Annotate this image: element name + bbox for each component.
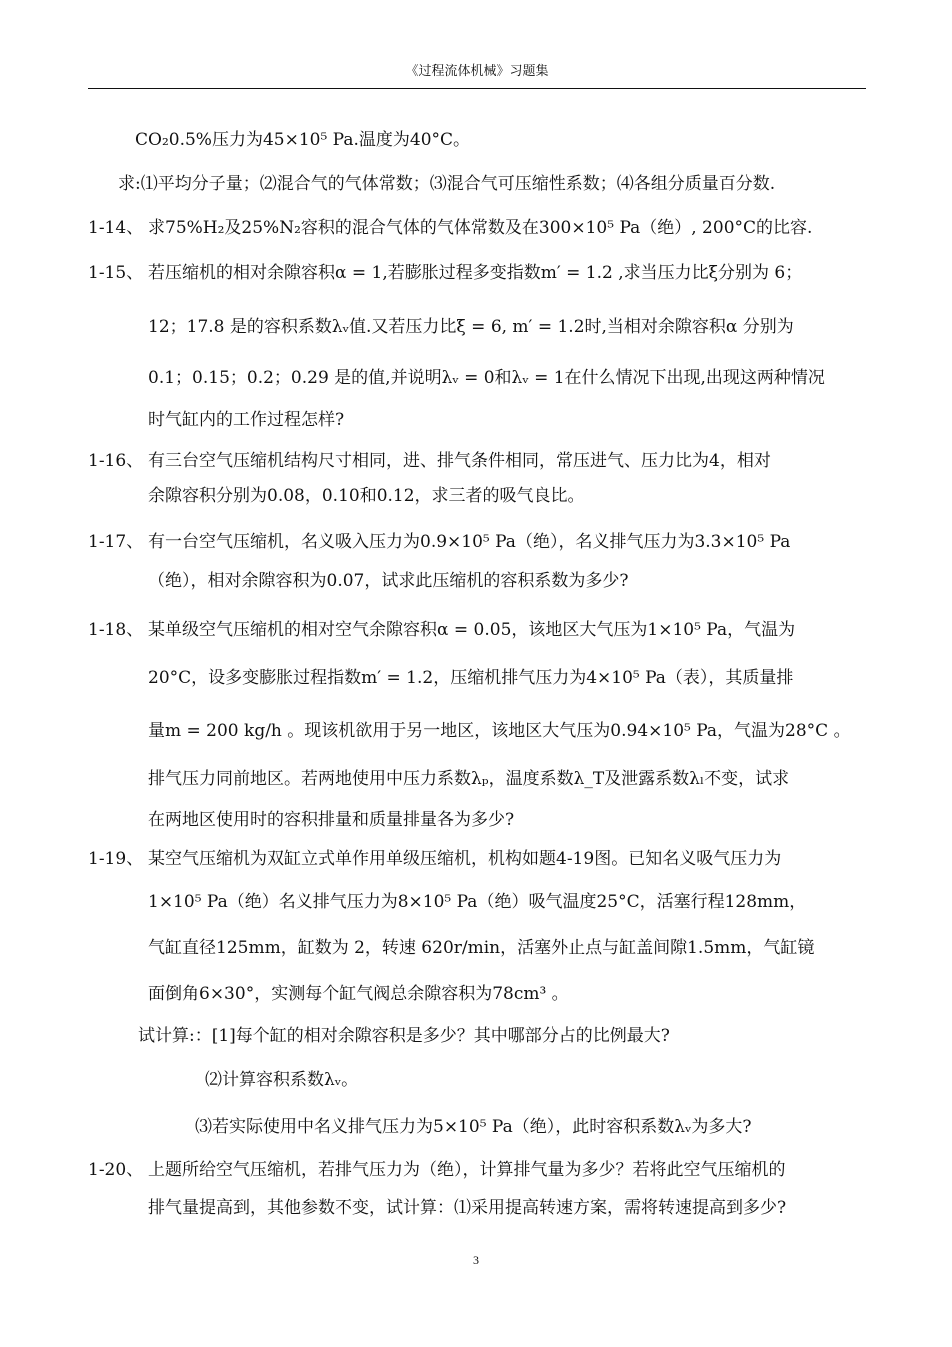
problem-1-18-line: 排气压力同前地区。若两地使用中压力系数λₚ，温度系数λ_T及泄露系数λₗ不变，试求 [148,769,790,789]
problem-1-19-line: 1×10⁵ Pa（绝）名义排气压力为8×10⁵ Pa（绝）吸气温度25°C，活塞行程128mm， [148,892,807,912]
problem-1-15-line: 若压缩机的相对余隙容积α = 1,若膨胀过程多变指数m′ = 1.2 ,求当压力比ξ分别为 6； [148,263,803,283]
problem-1-19-line: 气缸直径125mm，缸数为 2，转速 620r/min，活塞外止点与缸盖间隙1.5mm，气缸镜 [148,938,815,958]
header-rule [88,88,866,89]
problem-number-1-16: 1-16、 [88,451,144,471]
problem-number-1-18: 1-18、 [88,620,144,640]
problem-1-20-line: 上题所给空气压缩机，若排气压力为（绝），计算排气量为多少？若将此空气压缩机的 [148,1160,786,1180]
problem-1-16-line: 有三台空气压缩机结构尺寸相同，进、排气条件相同，常压进气、压力比为4，相对 [148,451,771,471]
problem-1-15-line: 0.1；0.15；0.2；0.29 是的值,并说明λᵥ = 0和λᵥ = 1在什么情况下出现,出现这两种情况 [148,368,825,388]
problem-1-17-line: 有一台空气压缩机，名义吸入压力为0.9×10⁵ Pa（绝），名义排气压力为3.3×10⁵ Pa [148,532,791,552]
problem-1-18-line: 在两地区使用时的容积排量和质量排量各为多少? [148,810,515,830]
problem-1-18-line: 20°C，设多变膨胀过程指数m′ = 1.2，压缩机排气压力为4×10⁵ Pa（表），其质量排 [148,668,794,688]
problem-1-15-line: 12；17.8 是的容积系数λᵥ值.又若压力比ξ = 6, m′ = 1.2时,当相对余隙容积α 分别为 [148,317,794,337]
continued-line: CO₂0.5%压力为45×10⁵ Pa.温度为40°C。 [135,130,471,150]
problem-1-18-line: 量m = 200 kg/h 。现该机欲用于另一地区，该地区大气压为0.94×10⁵ Pa，气温为28°C 。 [148,721,851,741]
problem-1-19-line: 某空气压缩机为双缸立式单作用单级压缩机，机构如题4-19图。已知名义吸气压力为 [148,849,782,869]
problem-number-1-20: 1-20、 [88,1160,144,1180]
problem-1-19-subquestion-2: ⑵计算容积系数λᵥ。 [205,1070,359,1090]
problem-number-1-17: 1-17、 [88,532,144,552]
problem-1-17-line: （绝），相对余隙容积为0.07，试求此压缩机的容积系数为多少? [148,571,629,591]
problem-number-1-15: 1-15、 [88,263,144,283]
problem-1-15-line: 时气缸内的工作过程怎样? [148,410,345,430]
problem-number-1-14: 1-14、 [88,218,144,238]
problem-1-19-subquestion-1: 试计算:：[1]每个缸的相对余隙容积是多少？其中哪部分占的比例最大? [138,1026,670,1046]
problem-1-20-line: 排气量提高到，其他参数不变，试计算：⑴采用提高转速方案，需将转速提高到多少? [148,1198,787,1218]
question-list-line: 求:⑴平均分子量；⑵混合气的气体常数；⑶混合气可压缩性系数；⑷各组分质量百分数. [118,174,776,194]
problem-1-14-text: 求75%H₂及25%N₂容积的混合气体的气体常数及在300×10⁵ Pa（绝）, 200°C的比容. [148,218,813,238]
problem-1-19-line: 面倒角6×30°，实测每个缸气阀总余隙容积为78cm³ 。 [148,984,569,1004]
problem-1-18-line: 某单级空气压缩机的相对空气余隙容积α = 0.05，该地区大气压为1×10⁵ Pa，气温为 [148,620,796,640]
problem-1-19-subquestion-3: ⑶若实际使用中名义排气压力为5×10⁵ Pa（绝），此时容积系数λᵥ为多大? [195,1117,752,1137]
page-header: 《过程流体机械》习题集 [405,64,549,79]
problem-number-1-19: 1-19、 [88,849,144,869]
problem-1-16-line: 余隙容积分别为0.08，0.10和0.12，求三者的吸气良比。 [148,486,585,506]
page-number: 3 [473,1253,479,1267]
